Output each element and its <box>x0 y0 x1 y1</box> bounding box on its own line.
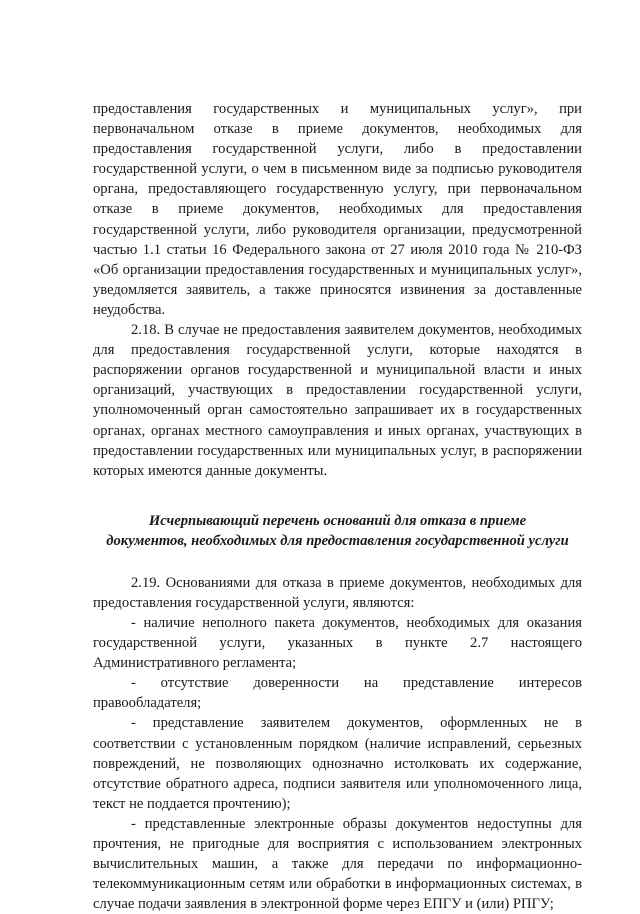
section-heading-line-2: документов, необходимых для предоставления государственной услуги <box>106 532 569 549</box>
section-heading-line-1: Исчерпывающий перечень оснований для отказа в приеме <box>148 512 527 529</box>
paragraph-continuation: предоставления государственных и муниципальных услуг», при первоначальном отказе в приеме документов, необходимых для предоставления государственной услуги, либо в предоставлении государственной услуги, о чем в письменном виде за подписью руководителя органа, предоставляющего государственную услугу, при первоначальном отказе в приеме документов, необходимых для предоставления государственной услуги, либо руководителя организации, предусмотренной частью 1.1 статьи 16 Федерального закона от 27 июля 2010 года № 210-ФЗ «Об организации предоставления государственных и муниципальных услуг», уведомляется заявитель, а также приносятся извинения за доставленные неудобства. <box>93 101 582 318</box>
list-item-inaccessible-electronic-images: - представленные электронные образы документов недоступны для прочтения, не пригодные для восприятия с использованием электронных вычислительных машин, а также для передачи по информационно-телекоммуникационным сетям или обработки в информационных системах, в случае подачи заявления в электронной форме через ЕПГУ и (или) РПГУ; <box>93 815 582 913</box>
section-heading <box>93 511 582 551</box>
paragraph-2-18: 2.18. В случае не предоставления заявителем документов, необходимых для предоставления государственной услуги, которые находятся в распоряжении органов государственной и муниципальной власти и иных организаций, участвующих в предоставлении государственной услуги, уполномоченный орган самостоятельно запрашивает их в государственных органах, органах местного самоуправления и иных органах, участвующих в предоставлении государственных или муниципальных услуг, в распоряжении которых имеются данные документы. <box>93 322 582 479</box>
list-item-incomplete-package: - наличие неполного пакета документов, необходимых для оказания государственной услуги, указанных в пункте 2.7 настоящего Административного регламента; <box>93 614 582 672</box>
paragraph-2-19: 2.19. Основаниями для отказа в приеме документов, необходимых для предоставления государственной услуги, являются: <box>93 574 582 611</box>
list-item-no-power-of-attorney: - отсутствие доверенности на представление интересов правообладателя; <box>93 675 582 712</box>
list-item-improper-documents: - представление заявителем документов, оформленных не в соответствии с установленным порядком (наличие исправлений, серьезных повреждений, не позволяющих однозначно истолковать их содержание, отсутствие обратного адреса, подписи заявителя или уполномоченного лица, текст не поддается прочтению); <box>93 715 582 812</box>
